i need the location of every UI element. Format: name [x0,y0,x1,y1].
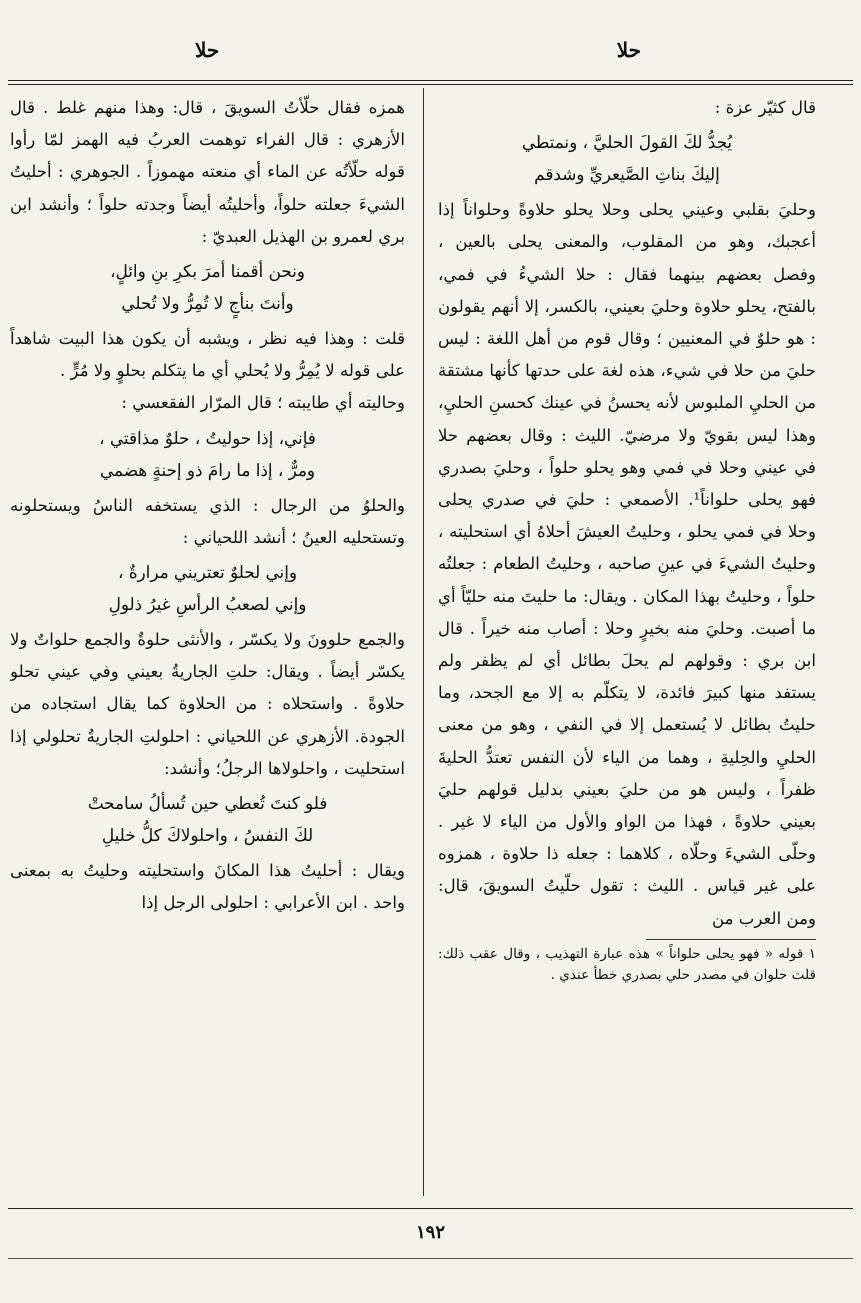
left-paragraph-6: ويقال : أحليتُ هذا المكانَ واستحليته وحليتُ به بمعنى واحد . ابن الأعرابي : احلولى الرجل إذا [10,861,405,913]
bottom-rule-2 [8,1258,853,1259]
left-paragraph-2: قلت : وهذا فيه نظر ، ويشبه أن يكون هذا البيت شاهداً على قوله لا يُمِرُّ ولا يُحلي أي ما يتكلم بحلوٍ ولا مُرٍّ . [10,329,405,381]
right-paragraph-2: وحليَ بقلبي وعيني يحلى وحلا يحلو حلاوةً وحلواناً إذا أعجبك، وهو من المقلوب، والمعنى يحلى بالعين ، وفصل بعضهم بينهما فقال : حلا الشيءُ في فمي، بالفتح، يحلو حلاوة وحليَ بعيني، بالكسر، إلا أنهم يقولون : هو حلوٌ في المعنيين ؛ وقال قوم من أهل اللغة : ليس حليَ من حلا في شيء، هذه لغة على حدتها كأنها مشتقة من الحليِ الملبوس لأنه يحسنُ في عينك كحسنِ الحليِ، وهذا ليس بقويّ ولا مرضيّ. الليث : وقال بعضهم حلا في عيني وحلا في فمي وهو يحلو حلواً ، وحليَ بصدري فهو يحلى حلواناً¹. الأصمعي : حليَ في صدري يحلى وحلا في فمي يحلو ، وحليتُ العيشَ أحلاهُ أي استحليته ، وحليتُ الشيءَ في عينِ صاحبه ، وحليتُ الطعام : جعلتُه حلواً ، وحليتُ بهذا المكان . ويقال: ما حليتَ منه حليّاً أي ما أصبت. وحليَ منه بخيرٍ وحلا : أصاب منه خيراً . قال ابن بري : وقولهم لم يحلَ بطائل أي لم يظفر ولم يستفد منها كبيرَ فائدة، لا يتكلّم به إلا مع الجحد، وما حليتُ بطائل لا يُستعمل إلا في النفي ، وهو من معنى الحليِ والحِليةِ ، وهما من الياء لأن النفس تعتدُّ الحليةَ ظفراً ، وليس هو من حليَ بعيني بدليل قولهم حليَ بعيني حلاوةً ، فهذا من الواو والأول من الياء لا غير . وحلّى الشيءَ وحلّاه ، كلاهما : جعله ذا حلاوة ، همزوه على غير قياس . الليث : تقول حلّيتُ السويقَ، قال: ومن العرب من [438,200,816,928]
verse-line: يُجدُّ لكَ القولَ الحليَّ ، ونمتطي [521,132,733,153]
verse-line: إليكَ بناتِ الصَّيعريِّ وشدقم [534,164,720,185]
page-number: ١٩٢ [415,1222,445,1243]
footnote-rule [646,939,816,940]
right-paragraph-1: قال كثيّر عزة : [714,98,816,117]
verse-amr [10,255,405,319]
verse-khalil [10,787,405,851]
running-head-left: حلا [195,38,220,62]
verse-line: لكَ النفسُ ، واحلولاكَ كلُّ خليلِ [101,825,314,846]
verse-line: فإني، إذا حوليتُ ، حلوٌ مذاقتي ، [99,427,316,448]
left-column [10,92,405,1200]
verse-lihyani [10,556,405,620]
verse-line: ونحن أقمنا أمرَ بكرِ بنِ وائلٍ، [110,261,305,282]
left-paragraph-3: وحاليته أي طايبته ؛ قال المرّار الفقعسي : [121,393,405,413]
verse-line: وإني لصعبُ الرأسِ غيرُ ذلولِ [108,594,307,615]
verse-marrar [10,422,405,486]
running-head-right: حلا [616,38,641,62]
verse-line: وأنتَ بنأجٍ لا تُمِرُّ ولا تُحلي [121,293,294,314]
column-divider [423,88,424,1196]
left-paragraph-5: والجمع حلوونَ ولا يكسّر ، والأنثى حلوةٌ والجمع حلواتٌ ولا يكسّر أيضاً . ويقال: حلتِ الجاريةُ بعيني وفي عيني تحلو حلاوةً . واستحلاه : من الحلاوة كما يقال استجاده من الجودة. الأزهري عن اللحياني : احلولتِ الجاريةُ تحلولي إذا استحليت ، واحلولاها الرجلُ؛ وأنشد: [10,630,405,778]
verse-line: وإني لحلوٌ تعتريني مرارةٌ ، [118,562,297,583]
bottom-rule [8,1208,853,1209]
footnote: ١ قوله « فهو يحلى حلواناً » هذه عبارة التهذيب ، وقال عقب ذلك: قلت حلوان في مصدر حلي بصدري خطأ عندي . [438,945,816,983]
verse-kuthayyir [438,126,816,190]
top-rule [8,80,853,85]
left-paragraph-4: والحلوُ من الرجال : الذي يستخفه الناسُ ويستحلونه وتستحليه العينُ ؛ أنشد اللحياني : [10,495,405,547]
right-column [438,92,816,1200]
left-paragraph-1: همزه فقال حلّأتُ السويقَ ، قال: وهذا منهم غلط . قال الأزهري : قال الفراء توهمت العربُ فيه الهمز لمّا رأوا قوله حلّأتُه عن الماء أي منعته مهموزاً . الجوهري : أحليتُ الشيءَ جعلته حلواً، وأحليتُه أيضاً وجدته حلواً ؛ وأنشد ابن بري لعمرو بن الهذيل العبديّ : [10,98,405,246]
verse-line: ومرٌّ ، إذا ما رامَ ذو إحنةٍ هضمي [100,459,315,480]
verse-line: فلو كنتَ تُعطي حين تُسألُ سامحتْ [87,793,328,814]
